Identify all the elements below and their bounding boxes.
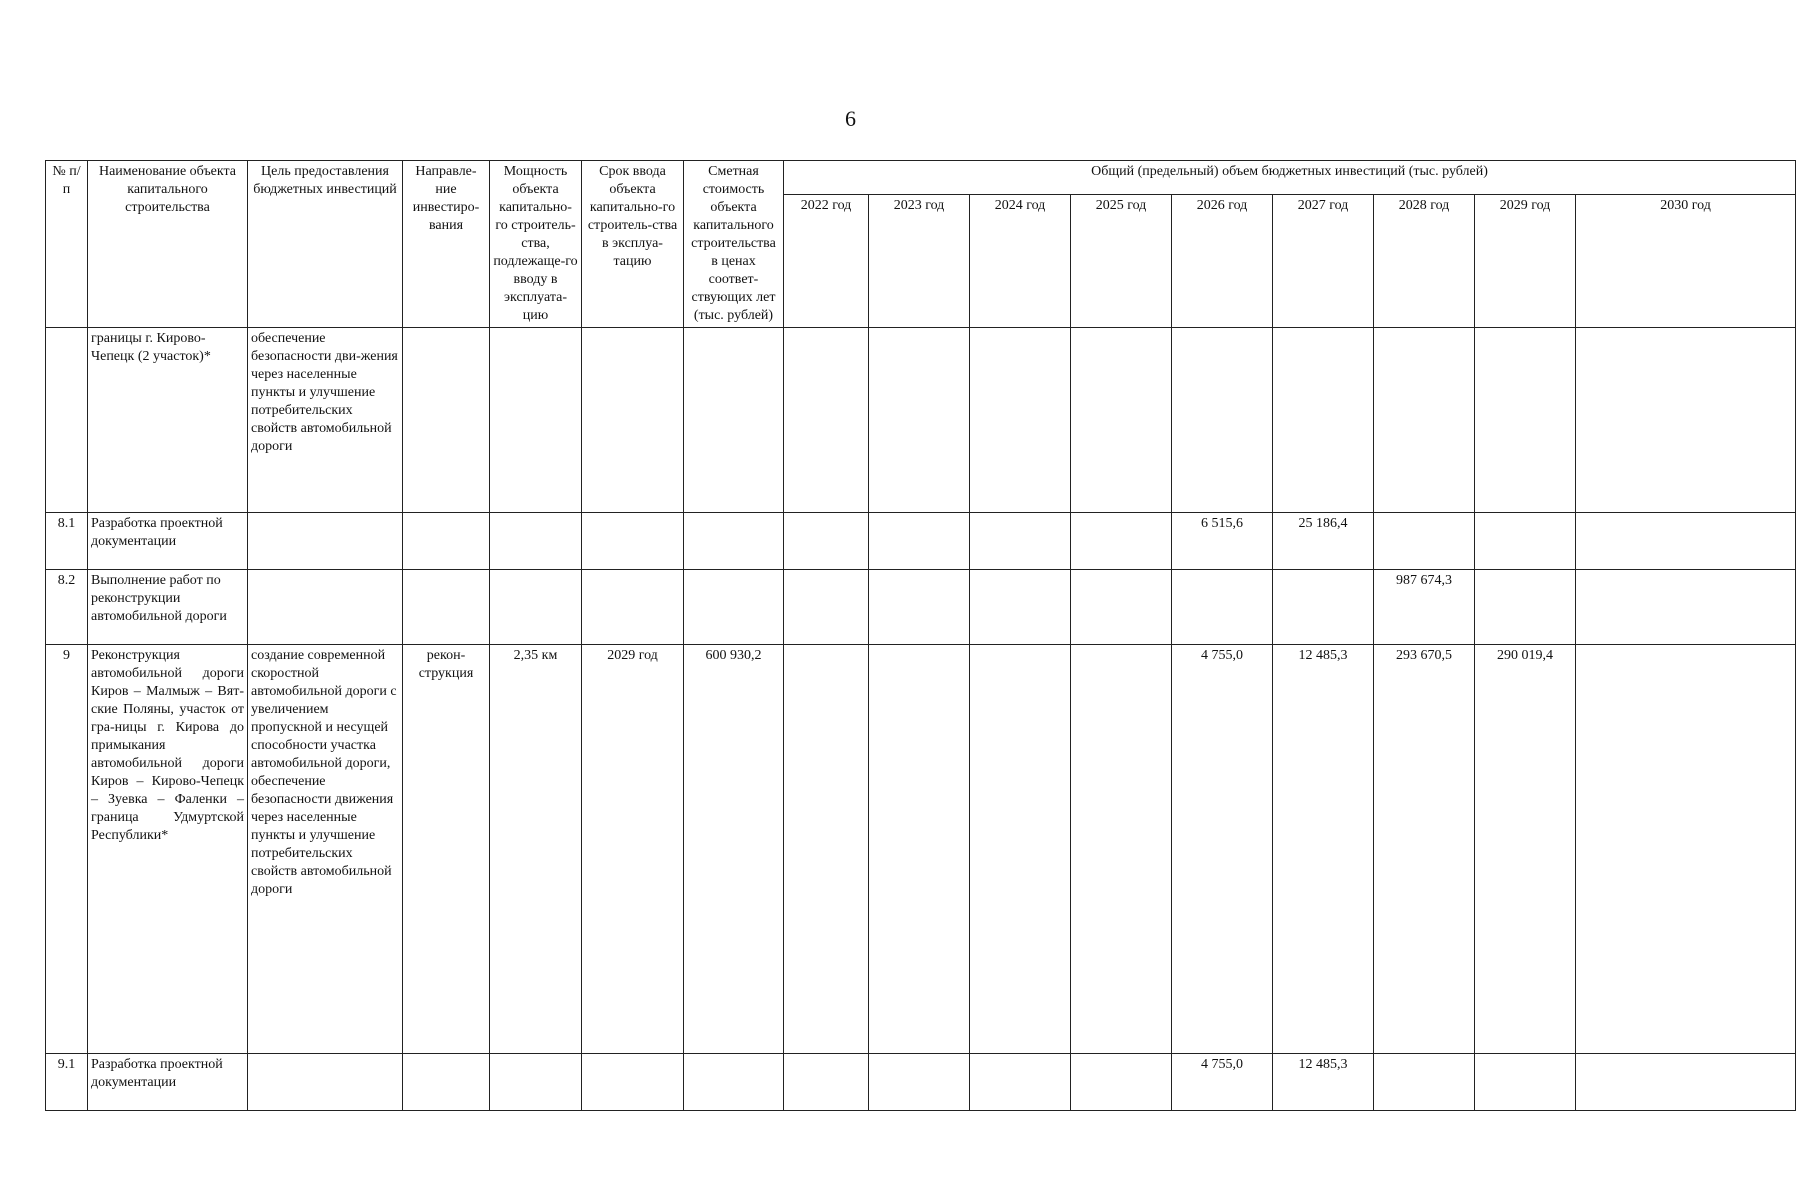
cell-num: 9.1 (46, 1054, 88, 1111)
cell-year-value (784, 328, 869, 513)
cell-num (46, 328, 88, 513)
cell-name: Разработка проектной документации (88, 1054, 248, 1111)
header-term: Срок ввода объекта капитально-го строитель-ства в эксплуа-тацию (582, 161, 684, 328)
header-year: 2024 год (970, 195, 1071, 328)
cell-name: границы г. Кирово-Чепецк (2 участок)* (88, 328, 248, 513)
header-num: № п/п (46, 161, 88, 328)
cell-year-value (970, 328, 1071, 513)
cell-num: 9 (46, 645, 88, 1054)
cell-cost (684, 1054, 784, 1111)
cell-year-value: 6 515,6 (1172, 513, 1273, 570)
investment-table (45, 160, 1796, 1111)
header-year: 2026 год (1172, 195, 1273, 328)
cell-term (582, 1054, 684, 1111)
cell-capacity (490, 328, 582, 513)
cell-year-value (970, 645, 1071, 1054)
table-row (46, 513, 1796, 570)
cell-year-value (1071, 1054, 1172, 1111)
header-capacity: Мощность объекта капитально-го строитель-ства, подлежаще-го вводу в эксплуата-цию (490, 161, 582, 328)
cell-goal (248, 1054, 403, 1111)
cell-year-value (1273, 570, 1374, 645)
cell-year-value (1172, 328, 1273, 513)
cell-year-value (1576, 1054, 1796, 1111)
cell-name: Выполнение работ по реконструкции автомобильной дороги (88, 570, 248, 645)
header-year: 2027 год (1273, 195, 1374, 328)
cell-capacity (490, 570, 582, 645)
cell-goal: обеспечение безопасности дви-жения через населенные пункты и улучшение потребительских свойств автомобильной дороги (248, 328, 403, 513)
cell-year-value (1475, 328, 1576, 513)
cell-goal: создание современной скоростной автомобильной дороги с увеличением пропускной и несущей способности участка автомобильной дороги, обеспечение безопасности движения через населенные пункты и улучшение потребительских свойств автомобильной дороги (248, 645, 403, 1054)
cell-term (582, 570, 684, 645)
cell-year-value (1475, 1054, 1576, 1111)
table-row (46, 328, 1796, 513)
cell-goal (248, 570, 403, 645)
header-year: 2025 год (1071, 195, 1172, 328)
cell-year-value (1172, 570, 1273, 645)
cell-name: Реконструкция автомобильной дороги Киров – Малмыж – Вят-ские Поляны, участок от гра-ницы г. Кирова до примыкания автомобильной дороги Киров – Кирово-Чепецк – Зуевка – Фаленки – граница Удмуртской Республики* (88, 645, 248, 1054)
cell-year-value (1374, 328, 1475, 513)
header-cost: Сметная стоимость объекта капитального строительства в ценах соответ-ствующих лет (тыс. рублей) (684, 161, 784, 328)
header-year: 2029 год (1475, 195, 1576, 328)
cell-year-value (869, 570, 970, 645)
cell-year-value (784, 645, 869, 1054)
cell-year-value (869, 645, 970, 1054)
cell-direction (403, 1054, 490, 1111)
cell-year-value (1475, 570, 1576, 645)
header-name: Наименование объекта капитального строительства (88, 161, 248, 328)
cell-direction: рекон-струкция (403, 645, 490, 1054)
cell-year-value (869, 328, 970, 513)
header-direction: Направле-ние инвестиро-вания (403, 161, 490, 328)
cell-year-value (784, 1054, 869, 1111)
cell-year-value (1576, 570, 1796, 645)
cell-year-value (869, 1054, 970, 1111)
cell-cost (684, 328, 784, 513)
cell-capacity: 2,35 км (490, 645, 582, 1054)
cell-year-value: 25 186,4 (1273, 513, 1374, 570)
cell-year-value: 4 755,0 (1172, 1054, 1273, 1111)
table-row (46, 645, 1796, 1054)
cell-year-value (1273, 328, 1374, 513)
cell-year-value: 12 485,3 (1273, 1054, 1374, 1111)
cell-year-value: 12 485,3 (1273, 645, 1374, 1054)
cell-cost (684, 513, 784, 570)
cell-year-value (1071, 513, 1172, 570)
cell-year-value (1576, 645, 1796, 1054)
cell-num: 8.2 (46, 570, 88, 645)
cell-term: 2029 год (582, 645, 684, 1054)
cell-term (582, 328, 684, 513)
cell-capacity (490, 513, 582, 570)
header-year: 2028 год (1374, 195, 1475, 328)
header-total: Общий (предельный) объем бюджетных инвестиций (тыс. рублей) (784, 161, 1796, 195)
header-row (46, 161, 1796, 195)
header-goal: Цель предоставления бюджетных инвестиций (248, 161, 403, 328)
cell-year-value (1475, 513, 1576, 570)
cell-direction (403, 570, 490, 645)
cell-year-value (869, 513, 970, 570)
cell-year-value (784, 570, 869, 645)
cell-year-value (970, 570, 1071, 645)
cell-name: Разработка проектной документации (88, 513, 248, 570)
cell-num: 8.1 (46, 513, 88, 570)
cell-year-value (784, 513, 869, 570)
cell-year-value (1071, 328, 1172, 513)
cell-year-value (970, 513, 1071, 570)
header-year: 2030 год (1576, 195, 1796, 328)
cell-cost (684, 570, 784, 645)
cell-capacity (490, 1054, 582, 1111)
cell-year-value (1576, 328, 1796, 513)
cell-year-value: 293 670,5 (1374, 645, 1475, 1054)
cell-year-value (970, 1054, 1071, 1111)
cell-year-value (1071, 645, 1172, 1054)
cell-year-value: 987 674,3 (1374, 570, 1475, 645)
page-number: 6 (845, 106, 856, 131)
cell-direction (403, 328, 490, 513)
cell-year-value (1576, 513, 1796, 570)
cell-cost: 600 930,2 (684, 645, 784, 1054)
cell-year-value: 290 019,4 (1475, 645, 1576, 1054)
cell-term (582, 513, 684, 570)
table-row (46, 1054, 1796, 1111)
header-year: 2023 год (869, 195, 970, 328)
cell-year-value (1374, 513, 1475, 570)
cell-goal (248, 513, 403, 570)
table-row (46, 570, 1796, 645)
header-year: 2022 год (784, 195, 869, 328)
cell-year-value (1071, 570, 1172, 645)
cell-year-value: 4 755,0 (1172, 645, 1273, 1054)
cell-direction (403, 513, 490, 570)
cell-year-value (1374, 1054, 1475, 1111)
